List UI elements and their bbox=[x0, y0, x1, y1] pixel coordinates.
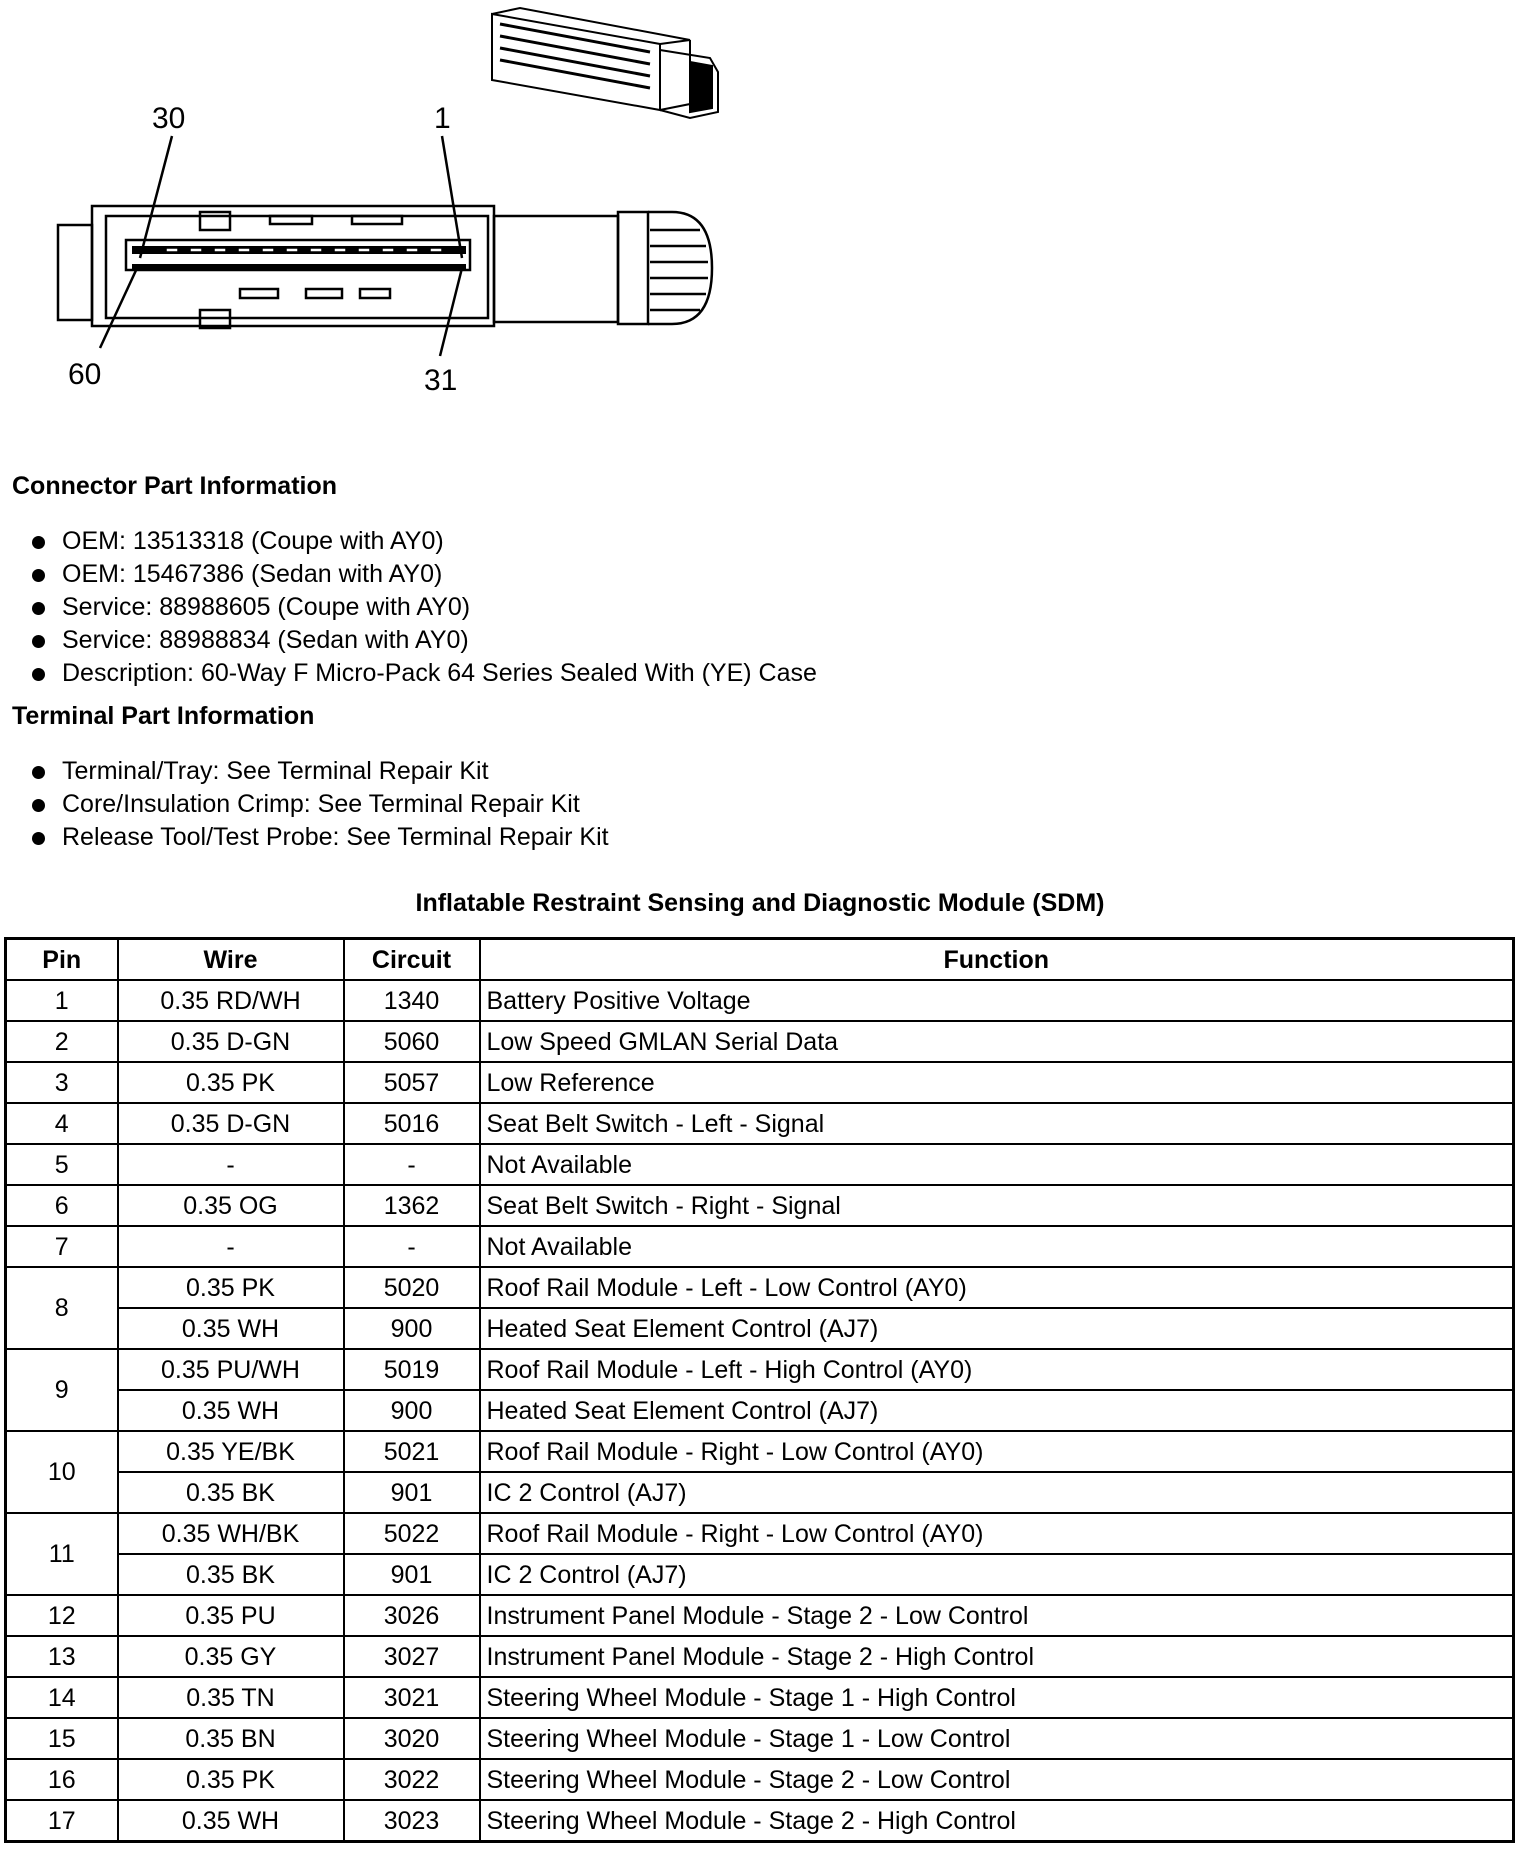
cell-function: Seat Belt Switch - Left - Signal bbox=[480, 1103, 1514, 1144]
list-item-text: Core/Insulation Crimp: See Terminal Repair Kit bbox=[62, 790, 580, 818]
list-item-text: Service: 88988605 (Coupe with AY0) bbox=[62, 593, 471, 621]
cell-function: Steering Wheel Module - Stage 2 - Low Control bbox=[480, 1759, 1514, 1800]
table-row bbox=[6, 1226, 1514, 1267]
table-row bbox=[6, 980, 1514, 1021]
cell-pin: 2 bbox=[6, 1021, 118, 1062]
cell-function: Roof Rail Module - Left - High Control (AY0) bbox=[480, 1349, 1514, 1390]
list-item bbox=[28, 591, 817, 624]
cell-wire: 0.35 RD/WH bbox=[118, 980, 344, 1021]
terminal-info-title: Terminal Part Information bbox=[12, 702, 315, 730]
cell-wire: 0.35 PK bbox=[118, 1267, 344, 1308]
list-item-text: Description: 60-Way F Micro-Pack 64 Series Sealed With (YE) Case bbox=[62, 659, 817, 687]
cell-function: Battery Positive Voltage bbox=[480, 980, 1514, 1021]
cell-wire: 0.35 D-GN bbox=[118, 1103, 344, 1144]
table-row bbox=[6, 1677, 1514, 1718]
cell-pin: 15 bbox=[6, 1718, 118, 1759]
table-row bbox=[6, 1718, 1514, 1759]
table-title: Inflatable Restraint Sensing and Diagnostic Module (SDM) bbox=[415, 889, 1105, 917]
table-row bbox=[6, 1267, 1514, 1308]
cell-circuit: 5019 bbox=[344, 1349, 480, 1390]
table-row bbox=[6, 1636, 1514, 1677]
cell-circuit: 1362 bbox=[344, 1185, 480, 1226]
table-row bbox=[6, 1800, 1514, 1842]
cell-function: Heated Seat Element Control (AJ7) bbox=[480, 1308, 1514, 1349]
cell-wire: 0.35 PU bbox=[118, 1595, 344, 1636]
list-item-text: Service: 88988834 (Sedan with AY0) bbox=[62, 626, 469, 654]
cell-circuit: 901 bbox=[344, 1554, 480, 1595]
list-item bbox=[28, 788, 609, 821]
table-row bbox=[6, 1021, 1514, 1062]
cell-function: Low Reference bbox=[480, 1062, 1514, 1103]
cell-circuit: - bbox=[344, 1144, 480, 1185]
bullet-icon bbox=[32, 569, 45, 582]
table-row bbox=[6, 1103, 1514, 1144]
cell-pin: 13 bbox=[6, 1636, 118, 1677]
cell-function: Heated Seat Element Control (AJ7) bbox=[480, 1390, 1514, 1431]
cell-wire: 0.35 BN bbox=[118, 1718, 344, 1759]
bullet-icon bbox=[32, 766, 45, 779]
header-wire: Wire bbox=[118, 939, 344, 981]
cell-function: Instrument Panel Module - Stage 2 - Low Control bbox=[480, 1595, 1514, 1636]
list-item bbox=[28, 624, 817, 657]
cell-circuit: 5022 bbox=[344, 1513, 480, 1554]
cell-function: Roof Rail Module - Right - Low Control (AY0) bbox=[480, 1431, 1514, 1472]
table-row bbox=[6, 1185, 1514, 1226]
cell-function: IC 2 Control (AJ7) bbox=[480, 1554, 1514, 1595]
cell-circuit: 3021 bbox=[344, 1677, 480, 1718]
list-item bbox=[28, 525, 817, 558]
cell-function: Seat Belt Switch - Right - Signal bbox=[480, 1185, 1514, 1226]
cell-circuit: 3027 bbox=[344, 1636, 480, 1677]
cell-pin: 1 bbox=[6, 980, 118, 1021]
table-row bbox=[6, 1554, 1514, 1595]
table-row bbox=[6, 1513, 1514, 1554]
cell-circuit: 901 bbox=[344, 1472, 480, 1513]
cell-circuit: 900 bbox=[344, 1390, 480, 1431]
cell-wire: 0.35 PK bbox=[118, 1062, 344, 1103]
connector-info-list bbox=[28, 525, 817, 690]
list-item bbox=[28, 657, 817, 690]
cell-pin: 7 bbox=[6, 1226, 118, 1267]
cell-pin: 14 bbox=[6, 1677, 118, 1718]
pin-label-1: 1 bbox=[434, 102, 451, 135]
list-item bbox=[28, 558, 817, 591]
cell-circuit: 1340 bbox=[344, 980, 480, 1021]
cell-pin: 8 bbox=[6, 1267, 118, 1349]
cell-function: Not Available bbox=[480, 1226, 1514, 1267]
bullet-icon bbox=[32, 668, 45, 681]
table-row bbox=[6, 1062, 1514, 1103]
cell-pin: 12 bbox=[6, 1595, 118, 1636]
table-body bbox=[6, 980, 1514, 1842]
bullet-icon bbox=[32, 536, 45, 549]
bullet-icon bbox=[32, 832, 45, 845]
cell-function: Steering Wheel Module - Stage 1 - High Control bbox=[480, 1677, 1514, 1718]
cell-pin: 5 bbox=[6, 1144, 118, 1185]
cell-function: IC 2 Control (AJ7) bbox=[480, 1472, 1514, 1513]
bullet-icon bbox=[32, 602, 45, 615]
header-function: Function bbox=[480, 939, 1514, 981]
table-row bbox=[6, 1144, 1514, 1185]
cell-function: Steering Wheel Module - Stage 2 - High Control bbox=[480, 1800, 1514, 1842]
cell-pin: 17 bbox=[6, 1800, 118, 1842]
cell-wire: 0.35 WH bbox=[118, 1800, 344, 1842]
cell-circuit: 3022 bbox=[344, 1759, 480, 1800]
cell-circuit: 5021 bbox=[344, 1431, 480, 1472]
pin-label-60: 60 bbox=[68, 358, 102, 391]
table-row bbox=[6, 1472, 1514, 1513]
cell-wire: 0.35 OG bbox=[118, 1185, 344, 1226]
table-row bbox=[6, 1759, 1514, 1800]
table-row bbox=[6, 1595, 1514, 1636]
cell-wire: 0.35 PK bbox=[118, 1759, 344, 1800]
cell-circuit: 3020 bbox=[344, 1718, 480, 1759]
list-item-text: Terminal/Tray: See Terminal Repair Kit bbox=[62, 757, 489, 785]
cell-wire: 0.35 BK bbox=[118, 1472, 344, 1513]
list-item-text: OEM: 15467386 (Sedan with AY0) bbox=[62, 560, 443, 588]
cell-pin: 11 bbox=[6, 1513, 118, 1595]
cell-circuit: 3026 bbox=[344, 1595, 480, 1636]
cell-circuit: 5020 bbox=[344, 1267, 480, 1308]
cell-function: Instrument Panel Module - Stage 2 - High Control bbox=[480, 1636, 1514, 1677]
pin-label-31: 31 bbox=[424, 364, 458, 397]
table-row bbox=[6, 1390, 1514, 1431]
cell-pin: 10 bbox=[6, 1431, 118, 1513]
table-row bbox=[6, 1349, 1514, 1390]
table-row bbox=[6, 1431, 1514, 1472]
pinout-table bbox=[4, 937, 1515, 1843]
connector-diagram bbox=[0, 0, 760, 420]
list-item bbox=[28, 821, 609, 854]
cell-wire: - bbox=[118, 1226, 344, 1267]
cell-function: Not Available bbox=[480, 1144, 1514, 1185]
cell-wire: 0.35 D-GN bbox=[118, 1021, 344, 1062]
table-row bbox=[6, 1308, 1514, 1349]
cell-function: Roof Rail Module - Right - Low Control (AY0) bbox=[480, 1513, 1514, 1554]
cell-circuit: 5016 bbox=[344, 1103, 480, 1144]
header-pin: Pin bbox=[6, 939, 118, 981]
cell-function: Steering Wheel Module - Stage 1 - Low Control bbox=[480, 1718, 1514, 1759]
cell-pin: 3 bbox=[6, 1062, 118, 1103]
connector-3d-sketch bbox=[492, 8, 718, 118]
cell-wire: 0.35 YE/BK bbox=[118, 1431, 344, 1472]
cell-pin: 6 bbox=[6, 1185, 118, 1226]
cell-pin: 4 bbox=[6, 1103, 118, 1144]
connector-info-title: Connector Part Information bbox=[12, 472, 338, 500]
cell-wire: 0.35 WH bbox=[118, 1390, 344, 1431]
cell-pin: 16 bbox=[6, 1759, 118, 1800]
terminal-info-list bbox=[28, 755, 609, 854]
cell-wire: - bbox=[118, 1144, 344, 1185]
cell-wire: 0.35 TN bbox=[118, 1677, 344, 1718]
cell-wire: 0.35 BK bbox=[118, 1554, 344, 1595]
cell-wire: 0.35 WH/BK bbox=[118, 1513, 344, 1554]
cell-function: Roof Rail Module - Left - Low Control (AY0) bbox=[480, 1267, 1514, 1308]
cell-circuit: 5057 bbox=[344, 1062, 480, 1103]
cell-circuit: - bbox=[344, 1226, 480, 1267]
bullet-icon bbox=[32, 799, 45, 812]
list-item bbox=[28, 755, 609, 788]
list-item-text: Release Tool/Test Probe: See Terminal Repair Kit bbox=[62, 823, 609, 851]
cell-pin: 9 bbox=[6, 1349, 118, 1431]
cell-wire: 0.35 GY bbox=[118, 1636, 344, 1677]
cell-circuit: 5060 bbox=[344, 1021, 480, 1062]
pin-label-30: 30 bbox=[152, 102, 186, 135]
table-header-row bbox=[6, 939, 1514, 981]
cell-function: Low Speed GMLAN Serial Data bbox=[480, 1021, 1514, 1062]
bullet-icon bbox=[32, 635, 45, 648]
cell-wire: 0.35 WH bbox=[118, 1308, 344, 1349]
cell-circuit: 900 bbox=[344, 1308, 480, 1349]
header-circuit: Circuit bbox=[344, 939, 480, 981]
list-item-text: OEM: 13513318 (Coupe with AY0) bbox=[62, 527, 444, 555]
cell-circuit: 3023 bbox=[344, 1800, 480, 1842]
cell-wire: 0.35 PU/WH bbox=[118, 1349, 344, 1390]
